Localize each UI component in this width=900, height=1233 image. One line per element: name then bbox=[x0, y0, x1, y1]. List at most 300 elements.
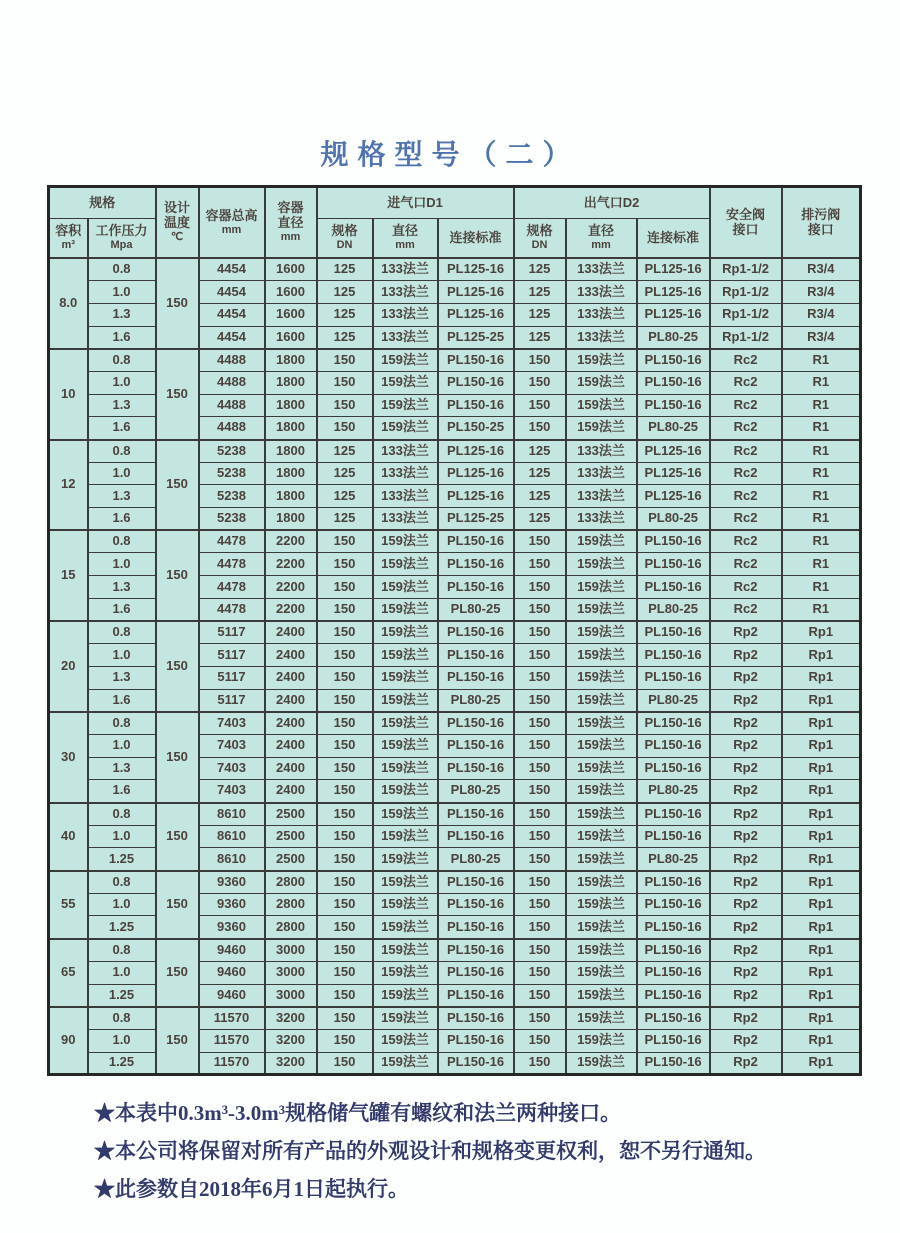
total-height-cell: 5117 bbox=[199, 621, 265, 644]
inlet-dn-cell: 150 bbox=[317, 394, 373, 417]
inlet-dia-cell: 159法兰 bbox=[373, 961, 438, 984]
vessel-diameter-cell: 1600 bbox=[265, 326, 317, 349]
vessel-diameter-cell: 1800 bbox=[265, 462, 317, 485]
pressure-cell: 0.8 bbox=[88, 803, 156, 826]
inlet-conn-std-cell: PL125-16 bbox=[438, 485, 514, 508]
inlet-dia-cell: 159法兰 bbox=[373, 780, 438, 803]
inlet-dn-cell: 150 bbox=[317, 871, 373, 894]
total-height-cell: 8610 bbox=[199, 803, 265, 826]
inlet-dia-cell: 159法兰 bbox=[373, 644, 438, 667]
safety-valve-cell: Rc2 bbox=[710, 394, 782, 417]
inlet-dia-cell: 133法兰 bbox=[373, 258, 438, 281]
inlet-dia-cell: 159法兰 bbox=[373, 576, 438, 599]
pressure-cell: 1.6 bbox=[88, 780, 156, 803]
outlet-dia-cell: 159法兰 bbox=[566, 803, 637, 826]
outlet-dn-cell: 150 bbox=[514, 576, 566, 599]
inlet-dn-cell: 150 bbox=[317, 576, 373, 599]
inlet-dia-cell: 159法兰 bbox=[373, 417, 438, 440]
design-temp-cell: 150 bbox=[156, 530, 199, 621]
safety-valve-cell: Rp2 bbox=[710, 825, 782, 848]
outlet-dn-cell: 150 bbox=[514, 871, 566, 894]
inlet-conn-std-cell: PL150-16 bbox=[438, 644, 514, 667]
safety-valve-cell: Rp2 bbox=[710, 644, 782, 667]
col-header-total-height: 容器总高 mm bbox=[199, 187, 265, 259]
drain-valve-cell: Rp1 bbox=[782, 848, 861, 871]
outlet-dn-cell: 150 bbox=[514, 530, 566, 553]
design-temp-cell: 150 bbox=[156, 349, 199, 440]
outlet-dia-cell: 159法兰 bbox=[566, 825, 637, 848]
inlet-dn-cell: 150 bbox=[317, 1029, 373, 1052]
drain-valve-cell: R3/4 bbox=[782, 326, 861, 349]
total-height-cell: 5117 bbox=[199, 689, 265, 712]
col-header-design-temp: 设计 温度 ℃ bbox=[156, 187, 199, 259]
outlet-conn-std-cell: PL150-16 bbox=[637, 349, 710, 372]
safety-valve-cell: Rc2 bbox=[710, 508, 782, 531]
total-height-cell: 9360 bbox=[199, 893, 265, 916]
pressure-cell: 1.0 bbox=[88, 644, 156, 667]
outlet-conn-std-cell: PL150-16 bbox=[637, 371, 710, 394]
col-header-outlet-d2: 出气口D2 bbox=[514, 187, 710, 219]
page-title: 规格型号（二） bbox=[320, 139, 580, 170]
inlet-dia-cell: 159法兰 bbox=[373, 1007, 438, 1030]
total-height-cell: 4454 bbox=[199, 258, 265, 281]
design-temp-cell: 150 bbox=[156, 440, 199, 531]
outlet-dn-cell: 150 bbox=[514, 984, 566, 1007]
vessel-diameter-cell: 1800 bbox=[265, 508, 317, 531]
inlet-dn-cell: 150 bbox=[317, 780, 373, 803]
spec-table bbox=[47, 185, 862, 1076]
inlet-dn-cell: 150 bbox=[317, 598, 373, 621]
safety-valve-cell: Rp2 bbox=[710, 689, 782, 712]
drain-valve-cell: Rp1 bbox=[782, 1029, 861, 1052]
safety-valve-cell: Rp2 bbox=[710, 780, 782, 803]
spec-table-body bbox=[49, 258, 861, 1075]
drain-valve-cell: R1 bbox=[782, 576, 861, 599]
pressure-cell: 1.3 bbox=[88, 757, 156, 780]
total-height-cell: 8610 bbox=[199, 825, 265, 848]
drain-valve-cell: Rp1 bbox=[782, 939, 861, 962]
pressure-cell: 0.8 bbox=[88, 258, 156, 281]
volume-cell: 40 bbox=[49, 803, 88, 871]
outlet-dn-cell: 125 bbox=[514, 258, 566, 281]
outlet-dia-cell: 133法兰 bbox=[566, 281, 637, 304]
inlet-conn-std-cell: PL150-16 bbox=[438, 1007, 514, 1030]
inlet-conn-std-cell: PL125-16 bbox=[438, 258, 514, 281]
pressure-cell: 1.25 bbox=[88, 848, 156, 871]
inlet-conn-std-cell: PL125-16 bbox=[438, 440, 514, 463]
safety-valve-cell: Rc2 bbox=[710, 530, 782, 553]
vessel-diameter-cell: 2500 bbox=[265, 825, 317, 848]
outlet-conn-std-cell: PL150-16 bbox=[637, 961, 710, 984]
pressure-cell: 0.8 bbox=[88, 1007, 156, 1030]
safety-valve-cell: Rc2 bbox=[710, 553, 782, 576]
total-height-cell: 5117 bbox=[199, 666, 265, 689]
safety-valve-cell: Rp2 bbox=[710, 893, 782, 916]
pressure-cell: 0.8 bbox=[88, 530, 156, 553]
total-height-cell: 4454 bbox=[199, 281, 265, 304]
pressure-cell: 1.3 bbox=[88, 303, 156, 326]
safety-valve-cell: Rp1-1/2 bbox=[710, 303, 782, 326]
inlet-dn-cell: 125 bbox=[317, 508, 373, 531]
drain-valve-cell: R3/4 bbox=[782, 258, 861, 281]
table-row bbox=[49, 621, 861, 644]
outlet-conn-std-cell: PL80-25 bbox=[637, 689, 710, 712]
safety-valve-cell: Rc2 bbox=[710, 417, 782, 440]
col-header-outlet-conn-std: 连接标准 bbox=[637, 219, 710, 259]
drain-valve-cell: Rp1 bbox=[782, 916, 861, 939]
outlet-conn-std-cell: PL80-25 bbox=[637, 848, 710, 871]
table-row bbox=[49, 1007, 861, 1030]
inlet-dn-cell: 150 bbox=[317, 621, 373, 644]
safety-valve-cell: Rp1-1/2 bbox=[710, 326, 782, 349]
outlet-dia-cell: 159法兰 bbox=[566, 621, 637, 644]
drain-valve-cell: Rp1 bbox=[782, 871, 861, 894]
outlet-dia-cell: 159法兰 bbox=[566, 734, 637, 757]
inlet-conn-std-cell: PL150-16 bbox=[438, 576, 514, 599]
total-height-cell: 7403 bbox=[199, 712, 265, 735]
inlet-conn-std-cell: PL150-16 bbox=[438, 757, 514, 780]
footnote-1: ★本表中0.3m³-3.0m³规格储气罐有螺纹和法兰两种接口。 bbox=[94, 1101, 622, 1125]
total-height-cell: 5238 bbox=[199, 508, 265, 531]
outlet-dia-cell: 159法兰 bbox=[566, 530, 637, 553]
pressure-cell: 1.0 bbox=[88, 462, 156, 485]
inlet-dn-cell: 125 bbox=[317, 258, 373, 281]
total-height-cell: 4488 bbox=[199, 417, 265, 440]
inlet-dia-cell: 159法兰 bbox=[373, 893, 438, 916]
pressure-cell: 1.3 bbox=[88, 485, 156, 508]
inlet-dia-cell: 159法兰 bbox=[373, 803, 438, 826]
drain-valve-cell: Rp1 bbox=[782, 712, 861, 735]
outlet-dia-cell: 159法兰 bbox=[566, 712, 637, 735]
vessel-diameter-cell: 2400 bbox=[265, 734, 317, 757]
outlet-dia-cell: 159法兰 bbox=[566, 871, 637, 894]
footnote-3: ★此参数自2018年6月1日起执行。 bbox=[94, 1177, 409, 1201]
drain-valve-cell: R1 bbox=[782, 394, 861, 417]
outlet-conn-std-cell: PL150-16 bbox=[637, 871, 710, 894]
safety-valve-cell: Rc2 bbox=[710, 462, 782, 485]
vessel-diameter-cell: 1800 bbox=[265, 440, 317, 463]
total-height-cell: 5238 bbox=[199, 462, 265, 485]
inlet-conn-std-cell: PL125-16 bbox=[438, 303, 514, 326]
pressure-cell: 1.3 bbox=[88, 394, 156, 417]
outlet-conn-std-cell: PL150-16 bbox=[637, 984, 710, 1007]
safety-valve-cell: Rp2 bbox=[710, 1052, 782, 1075]
vessel-diameter-cell: 1800 bbox=[265, 394, 317, 417]
outlet-conn-std-cell: PL125-16 bbox=[637, 462, 710, 485]
table-row bbox=[49, 349, 861, 372]
inlet-dia-cell: 159法兰 bbox=[373, 871, 438, 894]
outlet-dn-cell: 125 bbox=[514, 462, 566, 485]
inlet-dia-cell: 159法兰 bbox=[373, 848, 438, 871]
pressure-cell: 0.8 bbox=[88, 712, 156, 735]
outlet-conn-std-cell: PL125-16 bbox=[637, 281, 710, 304]
drain-valve-cell: R1 bbox=[782, 553, 861, 576]
inlet-dn-cell: 150 bbox=[317, 349, 373, 372]
total-height-cell: 9460 bbox=[199, 984, 265, 1007]
inlet-dn-cell: 150 bbox=[317, 1052, 373, 1075]
vessel-diameter-cell: 2800 bbox=[265, 893, 317, 916]
inlet-dia-cell: 159法兰 bbox=[373, 939, 438, 962]
total-height-cell: 5238 bbox=[199, 440, 265, 463]
drain-valve-cell: Rp1 bbox=[782, 803, 861, 826]
total-height-cell: 4454 bbox=[199, 303, 265, 326]
inlet-conn-std-cell: PL150-16 bbox=[438, 916, 514, 939]
vessel-diameter-cell: 2200 bbox=[265, 576, 317, 599]
total-height-cell: 7403 bbox=[199, 780, 265, 803]
volume-cell: 15 bbox=[49, 530, 88, 621]
inlet-dia-cell: 133法兰 bbox=[373, 462, 438, 485]
outlet-conn-std-cell: PL125-16 bbox=[637, 485, 710, 508]
total-height-cell: 7403 bbox=[199, 734, 265, 757]
inlet-conn-std-cell: PL150-16 bbox=[438, 1052, 514, 1075]
total-height-cell: 11570 bbox=[199, 1052, 265, 1075]
outlet-conn-std-cell: PL80-25 bbox=[637, 598, 710, 621]
outlet-dia-cell: 159法兰 bbox=[566, 916, 637, 939]
pressure-cell: 1.3 bbox=[88, 666, 156, 689]
outlet-dn-cell: 125 bbox=[514, 508, 566, 531]
drain-valve-cell: R3/4 bbox=[782, 303, 861, 326]
inlet-dia-cell: 159法兰 bbox=[373, 984, 438, 1007]
inlet-dia-cell: 159法兰 bbox=[373, 530, 438, 553]
col-header-inlet-conn-std: 连接标准 bbox=[438, 219, 514, 259]
drain-valve-cell: Rp1 bbox=[782, 1052, 861, 1075]
safety-valve-cell: Rc2 bbox=[710, 440, 782, 463]
outlet-dia-cell: 159法兰 bbox=[566, 848, 637, 871]
pressure-cell: 0.8 bbox=[88, 871, 156, 894]
inlet-dia-cell: 159法兰 bbox=[373, 712, 438, 735]
inlet-dn-cell: 150 bbox=[317, 644, 373, 667]
safety-valve-cell: Rp2 bbox=[710, 757, 782, 780]
outlet-conn-std-cell: PL150-16 bbox=[637, 1029, 710, 1052]
total-height-cell: 4478 bbox=[199, 530, 265, 553]
table-row bbox=[49, 803, 861, 826]
inlet-conn-std-cell: PL125-25 bbox=[438, 508, 514, 531]
drain-valve-cell: Rp1 bbox=[782, 644, 861, 667]
inlet-dn-cell: 150 bbox=[317, 825, 373, 848]
inlet-conn-std-cell: PL150-16 bbox=[438, 553, 514, 576]
table-row bbox=[49, 939, 861, 962]
col-header-pressure: 工作压力 Mpa bbox=[88, 219, 156, 259]
safety-valve-cell: Rc2 bbox=[710, 485, 782, 508]
pressure-cell: 1.25 bbox=[88, 1052, 156, 1075]
outlet-conn-std-cell: PL150-16 bbox=[637, 734, 710, 757]
inlet-dia-cell: 159法兰 bbox=[373, 757, 438, 780]
inlet-conn-std-cell: PL150-16 bbox=[438, 825, 514, 848]
vessel-diameter-cell: 1600 bbox=[265, 258, 317, 281]
inlet-conn-std-cell: PL80-25 bbox=[438, 780, 514, 803]
outlet-conn-std-cell: PL125-16 bbox=[637, 440, 710, 463]
inlet-conn-std-cell: PL150-16 bbox=[438, 961, 514, 984]
table-row bbox=[49, 440, 861, 463]
design-temp-cell: 150 bbox=[156, 621, 199, 712]
safety-valve-cell: Rc2 bbox=[710, 349, 782, 372]
pressure-cell: 1.0 bbox=[88, 553, 156, 576]
outlet-conn-std-cell: PL150-16 bbox=[637, 666, 710, 689]
pressure-cell: 0.8 bbox=[88, 440, 156, 463]
outlet-dn-cell: 150 bbox=[514, 961, 566, 984]
col-header-outlet-dn: 规格 DN bbox=[514, 219, 566, 259]
total-height-cell: 4478 bbox=[199, 576, 265, 599]
inlet-dn-cell: 150 bbox=[317, 893, 373, 916]
outlet-dia-cell: 159法兰 bbox=[566, 961, 637, 984]
vessel-diameter-cell: 2200 bbox=[265, 598, 317, 621]
total-height-cell: 7403 bbox=[199, 757, 265, 780]
outlet-dn-cell: 150 bbox=[514, 803, 566, 826]
outlet-dn-cell: 150 bbox=[514, 893, 566, 916]
pressure-cell: 1.6 bbox=[88, 326, 156, 349]
inlet-dia-cell: 159法兰 bbox=[373, 734, 438, 757]
outlet-dia-cell: 159法兰 bbox=[566, 1007, 637, 1030]
outlet-dia-cell: 159法兰 bbox=[566, 939, 637, 962]
inlet-dia-cell: 133法兰 bbox=[373, 281, 438, 304]
outlet-conn-std-cell: PL150-16 bbox=[637, 621, 710, 644]
outlet-dia-cell: 159法兰 bbox=[566, 417, 637, 440]
pressure-cell: 1.0 bbox=[88, 825, 156, 848]
safety-valve-cell: Rp2 bbox=[710, 916, 782, 939]
inlet-dia-cell: 159法兰 bbox=[373, 598, 438, 621]
vessel-diameter-cell: 3200 bbox=[265, 1029, 317, 1052]
outlet-dn-cell: 150 bbox=[514, 371, 566, 394]
inlet-conn-std-cell: PL150-16 bbox=[438, 712, 514, 735]
inlet-conn-std-cell: PL150-16 bbox=[438, 394, 514, 417]
col-header-vessel-diameter: 容器 直径 mm bbox=[265, 187, 317, 259]
vessel-diameter-cell: 2400 bbox=[265, 666, 317, 689]
outlet-dn-cell: 150 bbox=[514, 621, 566, 644]
outlet-conn-std-cell: PL150-16 bbox=[637, 1007, 710, 1030]
inlet-dia-cell: 159法兰 bbox=[373, 916, 438, 939]
inlet-dn-cell: 150 bbox=[317, 689, 373, 712]
outlet-dn-cell: 150 bbox=[514, 349, 566, 372]
pressure-cell: 1.6 bbox=[88, 508, 156, 531]
inlet-dia-cell: 159法兰 bbox=[373, 394, 438, 417]
vessel-diameter-cell: 2400 bbox=[265, 689, 317, 712]
total-height-cell: 4478 bbox=[199, 598, 265, 621]
drain-valve-cell: Rp1 bbox=[782, 757, 861, 780]
safety-valve-cell: Rp2 bbox=[710, 666, 782, 689]
design-temp-cell: 150 bbox=[156, 258, 199, 349]
total-height-cell: 4488 bbox=[199, 349, 265, 372]
safety-valve-cell: Rc2 bbox=[710, 576, 782, 599]
inlet-dn-cell: 150 bbox=[317, 371, 373, 394]
safety-valve-cell: Rp2 bbox=[710, 621, 782, 644]
inlet-dia-cell: 133法兰 bbox=[373, 440, 438, 463]
inlet-dia-cell: 159法兰 bbox=[373, 349, 438, 372]
total-height-cell: 4478 bbox=[199, 553, 265, 576]
vessel-diameter-cell: 2800 bbox=[265, 916, 317, 939]
outlet-conn-std-cell: PL150-16 bbox=[637, 893, 710, 916]
safety-valve-cell: Rp2 bbox=[710, 984, 782, 1007]
inlet-dn-cell: 150 bbox=[317, 984, 373, 1007]
inlet-dn-cell: 150 bbox=[317, 530, 373, 553]
outlet-dia-cell: 159法兰 bbox=[566, 576, 637, 599]
vessel-diameter-cell: 2200 bbox=[265, 530, 317, 553]
outlet-dia-cell: 159法兰 bbox=[566, 666, 637, 689]
drain-valve-cell: R3/4 bbox=[782, 281, 861, 304]
drain-valve-cell: Rp1 bbox=[782, 893, 861, 916]
drain-valve-cell: R1 bbox=[782, 508, 861, 531]
vessel-diameter-cell: 2400 bbox=[265, 780, 317, 803]
outlet-dn-cell: 150 bbox=[514, 780, 566, 803]
outlet-dia-cell: 133法兰 bbox=[566, 326, 637, 349]
outlet-conn-std-cell: PL150-16 bbox=[637, 757, 710, 780]
col-header-safety-valve: 安全阀 接口 bbox=[710, 187, 782, 259]
outlet-dn-cell: 150 bbox=[514, 848, 566, 871]
table-row bbox=[49, 712, 861, 735]
inlet-conn-std-cell: PL150-16 bbox=[438, 871, 514, 894]
inlet-dn-cell: 125 bbox=[317, 462, 373, 485]
inlet-dia-cell: 159法兰 bbox=[373, 553, 438, 576]
safety-valve-cell: Rp2 bbox=[710, 803, 782, 826]
outlet-conn-std-cell: PL125-16 bbox=[637, 303, 710, 326]
inlet-dn-cell: 150 bbox=[317, 553, 373, 576]
drain-valve-cell: R1 bbox=[782, 417, 861, 440]
total-height-cell: 4488 bbox=[199, 394, 265, 417]
vessel-diameter-cell: 3200 bbox=[265, 1007, 317, 1030]
table-row bbox=[49, 258, 861, 281]
inlet-dn-cell: 150 bbox=[317, 734, 373, 757]
outlet-conn-std-cell: PL150-16 bbox=[637, 1052, 710, 1075]
drain-valve-cell: Rp1 bbox=[782, 780, 861, 803]
outlet-conn-std-cell: PL150-16 bbox=[637, 644, 710, 667]
vessel-diameter-cell: 2400 bbox=[265, 712, 317, 735]
inlet-dia-cell: 159法兰 bbox=[373, 689, 438, 712]
volume-cell: 90 bbox=[49, 1007, 88, 1075]
outlet-dn-cell: 150 bbox=[514, 394, 566, 417]
total-height-cell: 9360 bbox=[199, 916, 265, 939]
drain-valve-cell: R1 bbox=[782, 485, 861, 508]
inlet-dn-cell: 150 bbox=[317, 417, 373, 440]
inlet-dn-cell: 150 bbox=[317, 1007, 373, 1030]
pressure-cell: 1.3 bbox=[88, 576, 156, 599]
safety-valve-cell: Rp2 bbox=[710, 734, 782, 757]
outlet-dn-cell: 125 bbox=[514, 485, 566, 508]
outlet-dia-cell: 159法兰 bbox=[566, 893, 637, 916]
inlet-dia-cell: 133法兰 bbox=[373, 508, 438, 531]
vessel-diameter-cell: 3000 bbox=[265, 939, 317, 962]
total-height-cell: 11570 bbox=[199, 1007, 265, 1030]
inlet-conn-std-cell: PL150-16 bbox=[438, 349, 514, 372]
inlet-dia-cell: 159法兰 bbox=[373, 1029, 438, 1052]
inlet-conn-std-cell: PL150-16 bbox=[438, 530, 514, 553]
outlet-conn-std-cell: PL125-16 bbox=[637, 258, 710, 281]
drain-valve-cell: R1 bbox=[782, 598, 861, 621]
vessel-diameter-cell: 2800 bbox=[265, 871, 317, 894]
inlet-conn-std-cell: PL125-16 bbox=[438, 281, 514, 304]
inlet-conn-std-cell: PL80-25 bbox=[438, 689, 514, 712]
col-header-drain-valve: 排污阀 接口 bbox=[782, 187, 861, 259]
inlet-conn-std-cell: PL150-16 bbox=[438, 893, 514, 916]
volume-cell: 20 bbox=[49, 621, 88, 712]
vessel-diameter-cell: 1600 bbox=[265, 303, 317, 326]
pressure-cell: 0.8 bbox=[88, 349, 156, 372]
inlet-dn-cell: 125 bbox=[317, 326, 373, 349]
outlet-dia-cell: 133法兰 bbox=[566, 508, 637, 531]
safety-valve-cell: Rp2 bbox=[710, 1007, 782, 1030]
drain-valve-cell: R1 bbox=[782, 349, 861, 372]
inlet-dn-cell: 150 bbox=[317, 961, 373, 984]
design-temp-cell: 150 bbox=[156, 871, 199, 939]
total-height-cell: 9460 bbox=[199, 961, 265, 984]
safety-valve-cell: Rp2 bbox=[710, 712, 782, 735]
drain-valve-cell: Rp1 bbox=[782, 734, 861, 757]
safety-valve-cell: Rp2 bbox=[710, 871, 782, 894]
inlet-dia-cell: 159法兰 bbox=[373, 1052, 438, 1075]
pressure-cell: 1.25 bbox=[88, 984, 156, 1007]
inlet-conn-std-cell: PL150-16 bbox=[438, 621, 514, 644]
drain-valve-cell: Rp1 bbox=[782, 825, 861, 848]
outlet-dia-cell: 133法兰 bbox=[566, 485, 637, 508]
inlet-dia-cell: 159法兰 bbox=[373, 621, 438, 644]
